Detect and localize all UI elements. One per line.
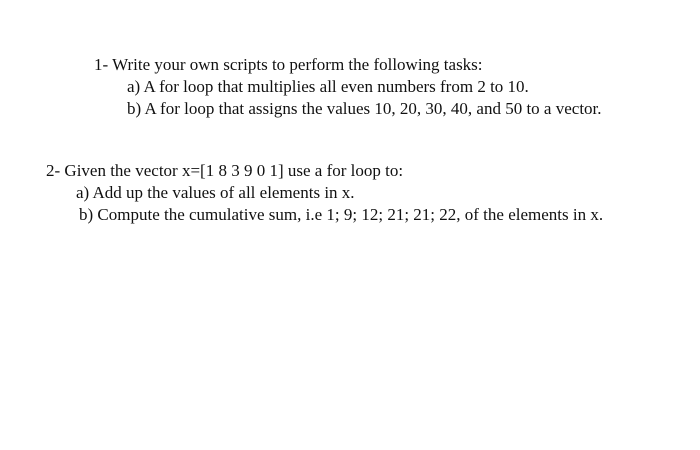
question-2-heading: 2- Given the vector x=[1 8 3 9 0 1] use a for loop to: xyxy=(46,161,404,180)
question-1-part-a: a) A for loop that multiplies all even numbers from 2 to 10. xyxy=(127,77,529,96)
question-2-part-b: b) Compute the cumulative sum, i.e 1; 9; 12; 21; 21; 22, of the elements in x. xyxy=(79,205,604,224)
question-1-part-b: b) A for loop that assigns the values 10, 20, 30, 40, and 50 to a vector. xyxy=(127,99,602,118)
question-1-heading: 1- Write your own scripts to perform the following tasks: xyxy=(94,55,483,74)
question-2-part-a: a) Add up the values of all elements in x. xyxy=(76,183,355,202)
